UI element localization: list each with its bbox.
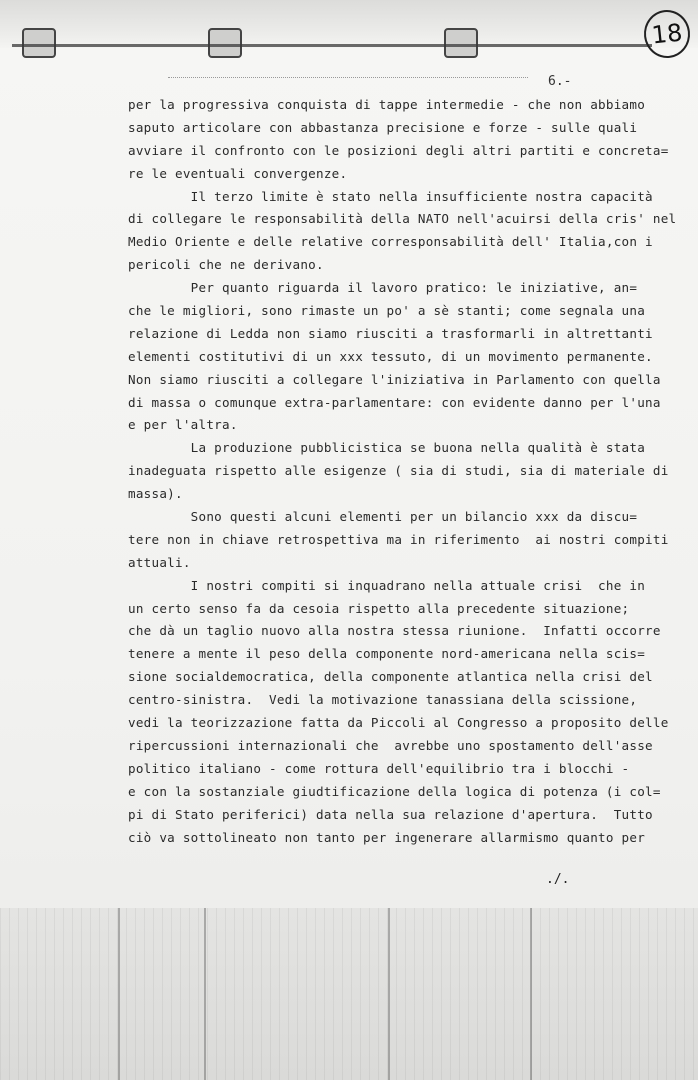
text-line: tere non in chiave retrospettiva ma in riferimento ai nostri compiti [128, 531, 669, 547]
text-line: che dà un taglio nuovo alla nostra stessa riunione. Infatti occorre [128, 623, 661, 639]
text-line: avviare il confronto con le posizioni degli altri partiti e concreta= [128, 142, 669, 158]
text-line: vedi la teorizzazione fatta da Piccoli al Congresso a proposito delle [128, 715, 669, 731]
binder-line [12, 44, 652, 47]
text-line: re le eventuali convergenze. [128, 165, 348, 181]
text-line: Sono questi alcuni elementi per un bilancio xxx da discu= [128, 509, 638, 525]
text-line: pericoli che ne derivano. [128, 257, 324, 273]
text-line: relazione di Ledda non siamo riusciti a trasformarli in altrettanti [128, 325, 653, 341]
text-line: che le migliori, sono rimaste un po' a sè stanti; come segnala una [128, 303, 646, 319]
text-line: per la progressiva conquista di tappe intermedie - che non abbiamo [128, 97, 646, 112]
text-line: pi di Stato periferici) data nella sua relazione d'apertura. Tutto [128, 806, 653, 822]
text-line: un certo senso fa da cesoia rispetto alla precedente situazione; [128, 600, 630, 616]
continuation-mark: ./. [546, 872, 570, 887]
text-line: e con la sostanziale giudtificazione della logica di potenza (i col= [128, 783, 661, 799]
header-dotted-rule [168, 77, 528, 78]
stamp-number: 18 [650, 18, 684, 50]
scan-artifact-line [388, 908, 390, 1080]
text-line: Il terzo limite è stato nella insufficiente nostra capacità [128, 188, 653, 204]
text-line: sione socialdemocratica, della componente atlantica nella crisi del [128, 669, 653, 685]
binder-clip-center-right [444, 28, 478, 58]
binder-clip-center-left [208, 28, 242, 58]
text-line: di massa o comunque extra-parlamentare: con evidente danno per l'una [128, 394, 661, 410]
text-line: centro-sinistra. Vedi la motivazione tanassiana della scissione, [128, 692, 638, 708]
text-line: di collegare le responsabilità della NATO nell'acuirsi della cris' nel [128, 211, 677, 227]
text-line: Medio Oriente e delle relative corresponsabilità dell' Italia,con i [128, 234, 653, 250]
text-line: inadeguata rispetto alle esigenze ( sia di studi, sia di materiale di [128, 463, 669, 479]
text-line: politico italiano - come rottura dell'equilibrio tra i blocchi - [128, 760, 630, 776]
scan-artifact-line [118, 908, 120, 1080]
scan-top-strip [0, 0, 698, 48]
scan-artifact-line [530, 908, 532, 1080]
text-line: saputo articolare con abbastanza precisione e forze - sulle quali [128, 119, 638, 135]
text-line: La produzione pubblicistica se buona nella qualità è stata [128, 440, 646, 456]
text-line: elementi costitutivi di un xxx tessuto, di un movimento permanente. [128, 348, 653, 364]
text-line: Non siamo riusciti a collegare l'iniziativa in Parlamento con quella [128, 371, 661, 387]
scan-background-bottom [0, 908, 698, 1080]
text-line: I nostri compiti si inquadrano nella attuale crisi che in [128, 577, 646, 593]
typewritten-text [128, 94, 684, 849]
text-line: ciò va sottolineato non tanto per ingenerare allarmismo quanto per [128, 829, 646, 845]
text-line: massa). [128, 486, 183, 502]
text-line: tenere a mente il peso della componente nord-americana nella scis= [128, 646, 646, 662]
text-line: e per l'altra. [128, 417, 238, 433]
text-line: attuali. [128, 554, 191, 570]
binder-clip-left [22, 28, 56, 58]
scan-artifact-line [204, 908, 206, 1080]
text-line: ripercussioni internazionali che avrebbe uno spostamento dell'asse [128, 737, 653, 753]
page-number: 6.- [548, 74, 572, 89]
text-line: Per quanto riguarda il lavoro pratico: le iniziative, an= [128, 280, 638, 296]
